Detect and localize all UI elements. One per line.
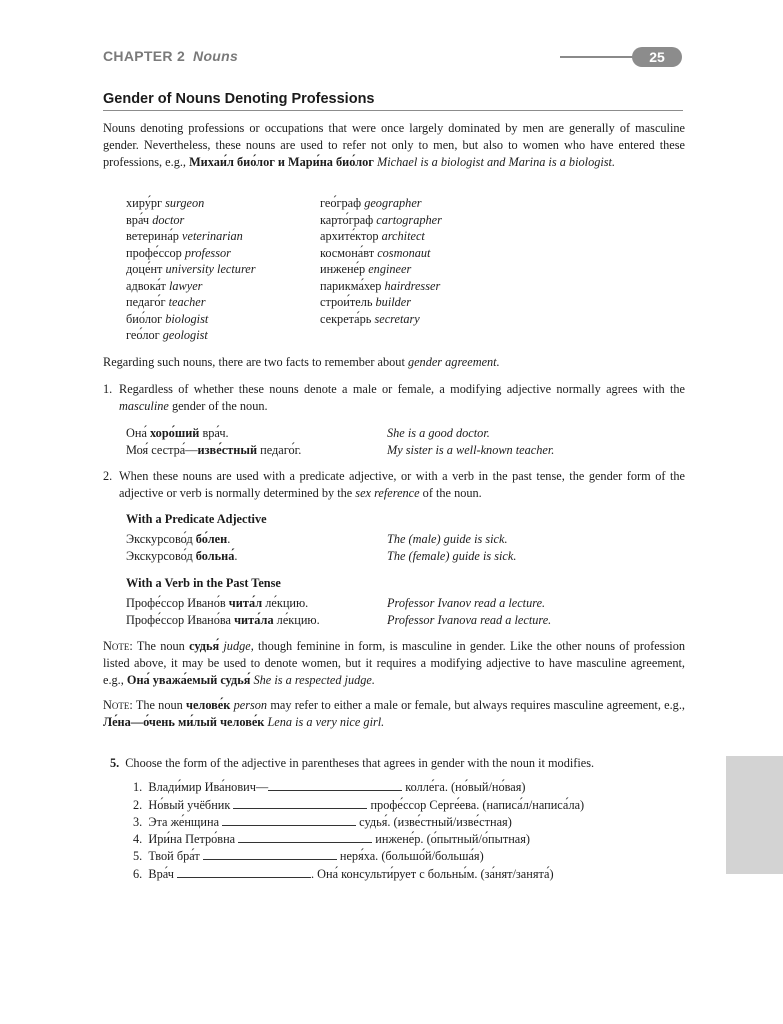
intro-paragraph bbox=[103, 120, 685, 170]
intro-russian-example: Михаи́л био́лог и Мари́на био́лог bbox=[189, 154, 374, 169]
section-title: Gender of Nouns Denoting Professions bbox=[103, 91, 683, 111]
vocab-row: строи́тель builder bbox=[320, 295, 412, 309]
vocab-row: гео́граф geographer bbox=[320, 196, 422, 210]
regarding-paragraph: Regarding such nouns, there are two facts to remember about gender agreement. bbox=[103, 355, 500, 369]
vocab-row: профе́ссор professor bbox=[126, 245, 231, 260]
vocab-row: хиру́рг surgeon bbox=[126, 196, 205, 210]
example-russian: Профе́ссор Ивано́ва чита́ла ле́кцию. bbox=[126, 613, 320, 627]
vocab-row: инжене́р engineer bbox=[320, 262, 412, 276]
example-russian: Профе́ссор Ивано́в чита́л ле́кцию. bbox=[126, 596, 309, 610]
vocab-row: педаго́г teacher bbox=[126, 295, 206, 309]
exercise-item: 2. Но́вый учёбник профе́ссор Серге́ева. (написа́л/написа́ла) bbox=[133, 798, 585, 812]
vocab-list-right bbox=[320, 195, 442, 327]
chapter-header bbox=[103, 48, 238, 64]
example-russian: Экскурсово́д больна́. bbox=[126, 549, 238, 563]
answer-blank[interactable] bbox=[233, 797, 367, 809]
vocab-row: ветерина́р veterinarian bbox=[126, 229, 243, 243]
vocab-row: вра́ч doctor bbox=[126, 212, 185, 227]
exercise-item: 1. Влади́мир Ива́нович— колле́га. (но́вый/но́вая) bbox=[133, 780, 526, 794]
example-russian: Она́ хоро́ший вра́ч. bbox=[126, 426, 229, 440]
vocab-row: космона́вт cosmonaut bbox=[320, 245, 431, 260]
header-rule bbox=[560, 56, 640, 58]
intro-text: Nouns denoting professions or occupations that were once largely dominated by men are generally of masculine gender. Nevertheless, these nouns are used to refer not only to men, but also to women who have entered these professions, e.g., bbox=[103, 121, 685, 169]
answer-blank[interactable] bbox=[222, 814, 356, 826]
exercise-item: 4. Ири́на Петро́вна инжене́р. (о́пытный/о́пытная) bbox=[133, 832, 531, 846]
intro-english-example: Michael is a biologist and Marina is a biologist. bbox=[376, 154, 616, 169]
answer-blank[interactable] bbox=[268, 779, 402, 791]
subheading-predicate-adjective: With a Predicate Adjective bbox=[126, 512, 267, 526]
example-english: My sister is a well-known teacher. bbox=[387, 443, 555, 457]
example-english: Professor Ivanov read a lecture. bbox=[387, 596, 546, 610]
example-english: She is a good doctor. bbox=[387, 426, 490, 440]
page-number-badge: 25 bbox=[632, 47, 682, 67]
example-russian: Моя́ сестра́—изве́стный педаго́г. bbox=[126, 443, 302, 457]
example-russian: Экскурсово́д бо́лен. bbox=[126, 532, 231, 546]
note-person: Note: The noun челове́к person may refer to either a male or female, but always requires masculine agreement, e.g., Ле́на—о́чень ми́лый челове́к Lena is a very nice girl. bbox=[103, 698, 685, 729]
vocab-list-left bbox=[126, 195, 256, 344]
exercise-item: 5. Твой бра́т неря́ха. (большо́й/больша́я) bbox=[133, 849, 484, 863]
vocab-row: гео́лог geologist bbox=[126, 328, 208, 342]
page-edge-tab bbox=[726, 756, 783, 874]
vocab-row: био́лог biologist bbox=[126, 311, 209, 326]
vocab-row: карто́граф cartographer bbox=[320, 212, 442, 227]
note-judge: Note: The noun судья́ judge, though feminine in form, is masculine in gender. Like the other nouns of profession listed above, it may be used to denote women, but it requires a modifying adjective to have masculine agreement, e.g., Она́ уважа́емый судья́ She is a respected judge. bbox=[103, 639, 685, 687]
vocab-row: парикма́хер hairdresser bbox=[320, 278, 441, 293]
exercise-item: 3. Эта же́нщина судья́. (изве́стный/изве́стная) bbox=[133, 815, 512, 829]
example-english: The (female) guide is sick. bbox=[387, 549, 517, 563]
vocab-row: адвока́т lawyer bbox=[126, 278, 203, 293]
answer-blank[interactable] bbox=[177, 866, 311, 878]
vocab-row: доце́нт university lecturer bbox=[126, 262, 256, 276]
exercise-instruction: 5. Choose the form of the adjective in parentheses that agrees in gender with the noun it modifies. bbox=[110, 756, 595, 770]
chapter-topic: Nouns bbox=[193, 48, 239, 64]
exercise-item: 6. Вра́ч . Она́ консульти́рует с больны́м. (за́нят/занята́) bbox=[133, 867, 554, 881]
answer-blank[interactable] bbox=[238, 831, 372, 843]
subheading-past-tense: With a Verb in the Past Tense bbox=[126, 576, 281, 590]
example-english: The (male) guide is sick. bbox=[387, 532, 508, 546]
chapter-label: CHAPTER 2 bbox=[103, 48, 186, 64]
vocab-row: секрета́рь secretary bbox=[320, 311, 420, 326]
example-english: Professor Ivanova read a lecture. bbox=[387, 613, 552, 627]
vocab-row: архите́ктор architect bbox=[320, 229, 425, 243]
rule-item-2: 2. When these nouns are used with a predicate adjective, or with a verb in the past tense, the gender form of the adjective or verb is normally determined by the sex reference of the noun. bbox=[103, 469, 685, 500]
rule-item-1: 1. Regardless of whether these nouns denote a male or female, a modifying adjective normally agrees with the masculine gender of the noun. bbox=[103, 382, 685, 413]
answer-blank[interactable] bbox=[203, 848, 337, 860]
